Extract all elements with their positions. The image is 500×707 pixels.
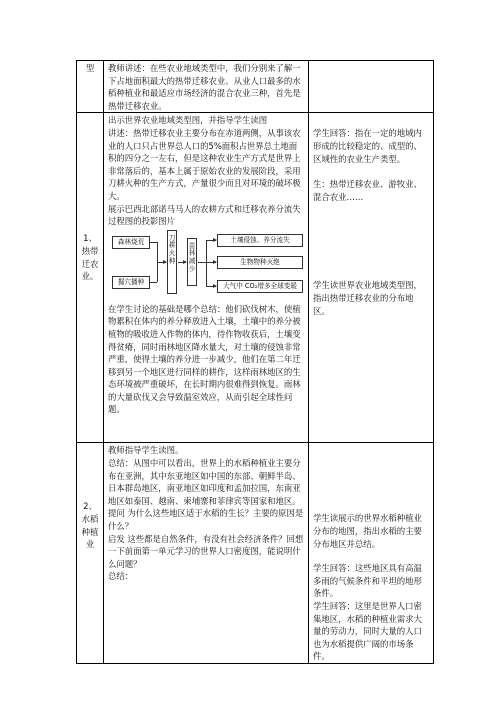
teacher-text: 总结： <box>108 571 134 582</box>
teacher-activity-cell <box>104 443 309 664</box>
student-text: 学生读展示的世界水稻种植业分布的地图，指出水稻的主要分布地区并总结。 <box>313 513 422 549</box>
teacher-text: 教师指导学生读图。 <box>108 445 184 456</box>
student-text: 学生读世界农业地域类型图，指出热带迁移农业的分布地区。 <box>313 280 422 316</box>
table-row <box>77 443 434 664</box>
diagram-box-less: 苗林减少 <box>187 238 197 286</box>
teacher-activity-cell <box>104 113 309 443</box>
teacher-text: 讲述：热带迁移农业主要分布在赤道两侧，从事该农业的人口只占世界总人口的5%面积占世界总土地面积的四分之一左右，但是这种农业生产方式是世界上非常落后的，基本上属于原始农业的发展阶段，采用刀耕火种的生产方式，产量很少而且对环境的破坏极大。 <box>108 127 301 201</box>
teacher-text: 总结：从图中可以看出，世界上的水稻种植业主要分布在亚洲，其中东亚地区如中国的东部、朝鲜半岛、日本群岛地区，南亚地区如印度和孟加拉国，东南亚地区如泰国、越南、柬埔寨和菲律宾等国家和地区。 <box>108 457 301 506</box>
teacher-summary-text: 在学生讨论的基础是哪个总结：他们砍伐树木，使植物累积在体内的养分释放进入土壤，土壤中的养分被植物的吸收进入作物的体内，待作物收获后，土壤变得贫瘠，同时雨林地区降水量大，对土壤的侵蚀非常严重，使得土壤的养分进一步减少，他们在第二年迁移到另一个地区进行同样的耕作，这样雨林地区的生态环境被严重破坏，在长时期内很难得到恢复。雨林的大量砍伐又会导致温室效应，从而引起全球性问题。 <box>108 303 301 415</box>
student-text: 生：热带迁移农业、游牧业、混合农业…… <box>313 179 422 202</box>
table-row <box>77 113 434 443</box>
nutrient-loss-diagram <box>108 230 308 300</box>
diagram-box-plant: 掘穴播种 <box>112 276 150 289</box>
table-row <box>77 61 434 113</box>
student-text: 学生回答：这些地区具有高温多雨的气候条件和平坦的地形条件。 <box>313 563 422 599</box>
diagram-outcome-soil: 土壤侵蚀、养分流失 <box>217 234 303 247</box>
diagram-outcome-species: 生物物种灭绝 <box>217 256 303 269</box>
teacher-text: 展示巴西北部诺马马人的农耕方式和迁移农养分流失过程图的投影图片 <box>108 203 301 227</box>
student-text: 学生回答：这里是世界人口密集地区，水稻的种植业需求大量的劳动力，同时大量的人口也为水稻提供广阔的市场条件。 <box>313 600 422 662</box>
diagram-box-burn: 刀耕火种 <box>167 230 177 294</box>
section-label-cell <box>77 113 104 443</box>
teacher-activity-cell <box>104 61 309 113</box>
diagram-box-forest: 森林烧荒 <box>112 236 150 249</box>
section-label-cell <box>77 61 104 113</box>
teacher-text: 教师讲述：在些农业地域类型中，我们分别来了解一下占地面积最大的热带迁移农业、从业人口最多的水稻种植业和最适应市场经济的混合农业三种，首先是热带迁移农业。 <box>108 63 301 111</box>
teacher-text: 提问 为什么这些地区适于水稻的生长？主要的原因是什么？ <box>108 508 304 531</box>
student-activity-cell <box>309 113 434 443</box>
teacher-text: 启发 这些都是自然条件，有没有社会经济条件？回想一下前面第一单元学习的世界人口密度图，能说明什么问题？ <box>108 533 304 569</box>
section-label: 2、水稻种植业 <box>81 501 99 550</box>
student-text: 学生回答：指在一定的地域内形成的比较稳定的、成型的、区域性的农业生产类型。 <box>313 128 422 164</box>
diagram-outcome-climate: 大气中 CO₂增多全球变暖 <box>217 280 303 293</box>
section-label: 型 <box>85 63 95 73</box>
section-label: 1、热带迁农业。 <box>81 233 99 282</box>
section-label-cell <box>77 443 104 664</box>
lesson-plan-table <box>76 60 434 664</box>
student-activity-cell <box>309 443 434 664</box>
student-activity-cell <box>309 61 434 113</box>
teacher-text: 出示世界农业地域类型图，并指导学生读图 <box>108 115 268 126</box>
